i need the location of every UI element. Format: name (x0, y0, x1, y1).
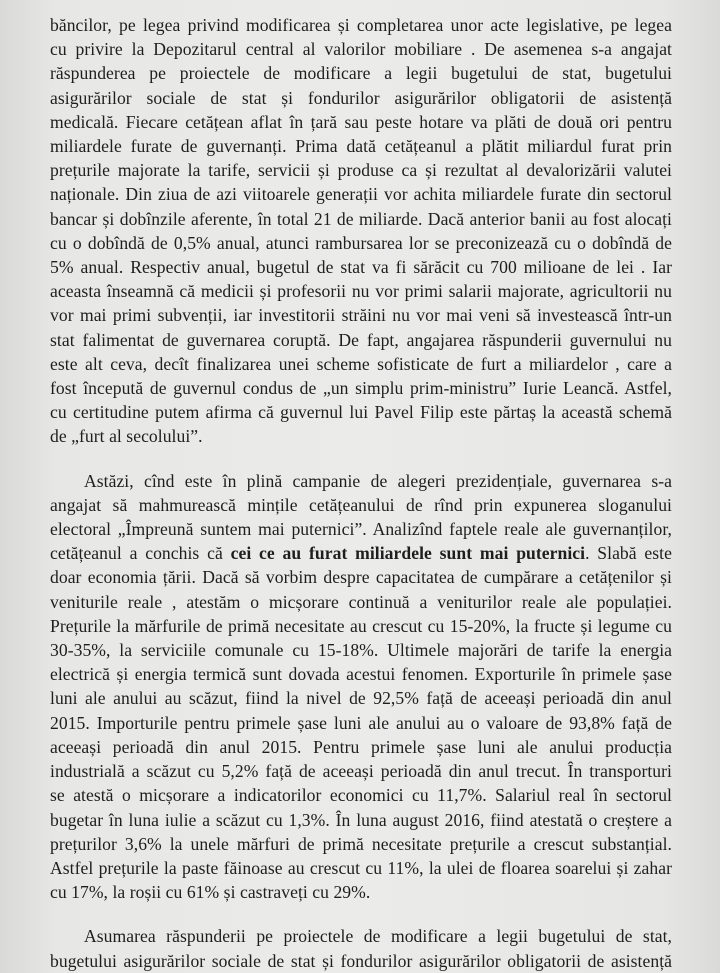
emphasized-text: cei ce au furat miliardele sunt mai puternici (230, 543, 586, 564)
text-line-with-emphasis (50, 541, 672, 565)
text-line: 30-35%, la serviciile comunale cu 15-18%. Ultimele majorări de tarife la energia (50, 640, 672, 661)
text-line: fost începută de guvernul condus de „un simplu prim-ministru” Iurie Leancă. Astfel, (50, 378, 672, 399)
text-line: se atestă o micșorare a indicatorilor economici cu 11,7%. Salariul real în sectorul (50, 785, 672, 806)
text-line: de „furt al secolului”. (50, 426, 203, 447)
text-line: asigurărilor sociale de stat și fondurilor asigurărilor obligatorii de asistență (50, 87, 672, 108)
text-line: Astfel prețurile la paste făinoase au crescut cu 11%, la ulei de floarea soarelui și zahar (50, 857, 672, 878)
text-line: Asumarea răspunderii pe proiectele de modificare a legii bugetului de stat, (84, 926, 672, 947)
text-line: electoral „Împreună suntem mai puternici”. Analizînd faptele reale ale guvernanților, (50, 519, 672, 540)
text-line: bugetar în luna iulie a scăzut cu 1,3%. În luna august 2016, fiind atestată o creștere a (50, 809, 672, 830)
text-line: miliardele furate de guvernanți. Prima dată cetățeanul a plătit miliardul furat prin (50, 136, 672, 157)
text-line: 2015. Importurile pentru primele șase luni ale anului au o valoare de 93,8% față de (50, 712, 672, 733)
text-line: electrică și energia termică sunt dovada acestui fenomen. Exporturile în primele șase (50, 664, 672, 685)
text-line: vor mai primi subvenții, iar investitorii străini nu vor mai veni să investească într-un (50, 305, 672, 326)
text-line: 5% anual. Respectiv anual, bugetul de stat va fi sărăcit cu 700 milioane de lei . Iar (50, 257, 672, 278)
text-line: prețurilor 3,6% la unele mărfuri de primă necesitate prețurile a crescut substanțial. (50, 833, 672, 854)
paragraph-2 (50, 469, 672, 905)
text-line: aceeași perioadă din anul 2015. Pentru primele șase luni ale anului producția (50, 736, 672, 757)
paragraph-1 (50, 13, 672, 449)
text-line: cu 17%, la roșii cu 61% și castraveți cu 29%. (50, 882, 371, 903)
text-segment: cetățeanul a conchis că (50, 543, 231, 564)
text-line: aceasta înseamnă că medicii și profesorii nu vor primi salarii majorate, agricultorii nu (50, 281, 672, 302)
text-line: industrială a scăzut cu 5,2% față de aceeași perioadă din anul trecut. În transporturi (50, 761, 672, 782)
text-line: veniturile reale , atestăm o micșorare continuă a veniturilor reale ale populației. (50, 591, 672, 612)
text-line: doar economia țării. Dacă să vorbim despre capacitatea de cumpărare a cetățenilor și (50, 567, 672, 588)
text-line: cu certitudine putem afirma că guvernul lui Pavel Filip este părtaș la această schemă (50, 402, 672, 423)
text-line: este alt ceva, decît finalizarea unei scheme sofisticate de furt a miliardelor , care a (50, 353, 672, 374)
text-line: Prețurile la mărfurile de primă necesitate au crescut cu 15-20%, la fructe și legume cu (50, 615, 672, 636)
text-line: naționale. Din ziua de azi viitoarele generații vor achita miliardele furate din sectorul (50, 184, 672, 205)
text-line: băncilor, pe legea privind modificarea și completarea unor acte legislative, pe legea (50, 15, 672, 35)
text-line: medicală. Fiecare cetățean aflat în țară sau peste hotare va plăti de două ori pentru (50, 111, 672, 132)
text-line: bancar și dobînzile aferente, în total 21 de miliarde. Dacă anterior banii au fost alocați (50, 208, 672, 229)
text-segment: . Slabă este (585, 543, 672, 564)
text-line: stat falimentat de guvernarea coruptă. De fapt, angajarea răspunderii guvernului nu (50, 329, 672, 350)
text-line: bugetului asigurărilor sociale de stat și fondurilor asigurărilor obligatorii de asistență (50, 950, 672, 971)
text-line: cu o dobîndă de 0,5% anual, atunci rambursarea lor se preconizează cu o dobîndă de (50, 232, 672, 253)
paragraph-3 (50, 924, 672, 972)
text-line: cu privire la Depozitarul central al valorilor mobiliare . De asemenea s-a angajat (50, 39, 672, 60)
text-line: Astăzi, cînd este în plină campanie de alegeri prezidențiale, guvernarea s-a (84, 470, 672, 491)
text-line: luni ale anului au scăzut, fiind la nivel de 92,5% față de aceeași perioadă din anul (50, 688, 672, 709)
text-line: prețurile majorate la tarife, servicii și produse ca și rezultat al devalorizării valutei (50, 160, 672, 181)
text-line: răspunderea pe proiectele de modificare a legii bugetului de stat, bugetului (50, 63, 672, 84)
text-line: angajat să mahmurească mințile cetățeanului de rînd prin expunerea sloganului (50, 494, 672, 515)
